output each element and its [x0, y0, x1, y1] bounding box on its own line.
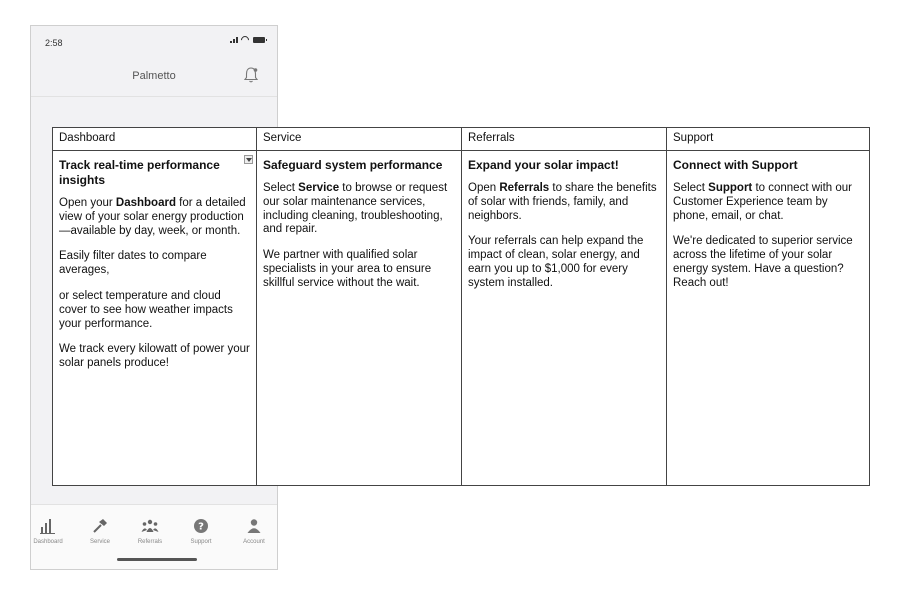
service-heading: Safeguard system performance [263, 158, 443, 172]
person-icon [246, 518, 262, 534]
tab-support[interactable] [178, 517, 224, 545]
status-bar [31, 26, 277, 56]
question-icon [193, 518, 209, 534]
dashboard-paragraph-1: Open your Dashboard for a detailed view of your solar energy production—available by day, week, or month. [59, 197, 246, 237]
table-body-row [53, 151, 869, 485]
tab-dashboard-label: Dashboard [33, 539, 63, 545]
cell-support [667, 151, 869, 485]
status-icons [230, 36, 265, 43]
help-table [52, 127, 870, 486]
tab-dashboard[interactable] [25, 517, 71, 545]
tab-account-label: Account [243, 539, 265, 545]
tab-bar [31, 504, 277, 569]
tab-referrals[interactable] [127, 517, 173, 545]
header-support: Support [673, 132, 714, 144]
referrals-paragraph-1: Open Referrals to share the benefits of solar with friends, family, and neighbors. [468, 182, 657, 222]
referrals-heading: Expand your solar impact! [468, 158, 619, 172]
dropdown-arrow-icon[interactable] [244, 155, 253, 164]
cell-service [257, 151, 462, 485]
dashboard-paragraph-3: or select temperature and cloud cover to see how weather impacts your performance. [59, 289, 233, 330]
content-area [31, 97, 277, 127]
tab-account[interactable] [231, 517, 277, 545]
tab-service[interactable] [77, 517, 123, 545]
tab-service-label: Service [89, 539, 110, 545]
table-header-row [53, 128, 869, 151]
svg-text:?: ? [198, 521, 204, 533]
notification-bell-icon[interactable] [243, 66, 259, 84]
bar-chart-icon [40, 518, 56, 534]
battery-icon [253, 37, 265, 43]
home-indicator [117, 558, 197, 561]
dashboard-paragraph-4: We track every kilowatt of power your solar panels produce! [59, 343, 250, 370]
service-paragraph-2: We partner with qualified solar specialists in your area to ensure skillful service without the wait. [263, 249, 432, 289]
service-paragraph-1: Select Service to browse or request our solar maintenance services, including cleaning, troubleshooting, and repair. [263, 182, 448, 236]
support-heading: Connect with Support [673, 158, 798, 172]
tab-support-label: Support [190, 539, 212, 545]
header-service: Service [257, 128, 462, 150]
hammer-icon [92, 518, 108, 534]
tab-referrals-label: Referrals [137, 539, 163, 545]
people-icon [141, 518, 159, 534]
header-referrals: Referrals [462, 128, 667, 150]
cell-dashboard [53, 151, 257, 485]
header-dashboard: Dashboard [53, 128, 257, 150]
referrals-paragraph-2: Your referrals can help expand the impact of clean, solar energy, and earn you up to $1,000 for every system installed. [468, 235, 644, 289]
app-title: Palmetto [132, 70, 176, 82]
cell-referrals [462, 151, 667, 485]
support-paragraph-2: We're dedicated to superior service across the lifetime of your solar energy system. Have a question? Reach out! [673, 235, 853, 289]
nav-bar [31, 56, 277, 97]
signal-icon [230, 37, 238, 43]
wifi-icon [241, 36, 250, 43]
dashboard-paragraph-2: Easily filter dates to compare averages, [59, 250, 207, 277]
dashboard-heading: Track real-time performance insights [59, 158, 220, 187]
support-paragraph-1: Select Support to connect with our Customer Experience team by phone, email, or chat. [673, 182, 852, 222]
status-time: 2:58 [45, 38, 63, 48]
